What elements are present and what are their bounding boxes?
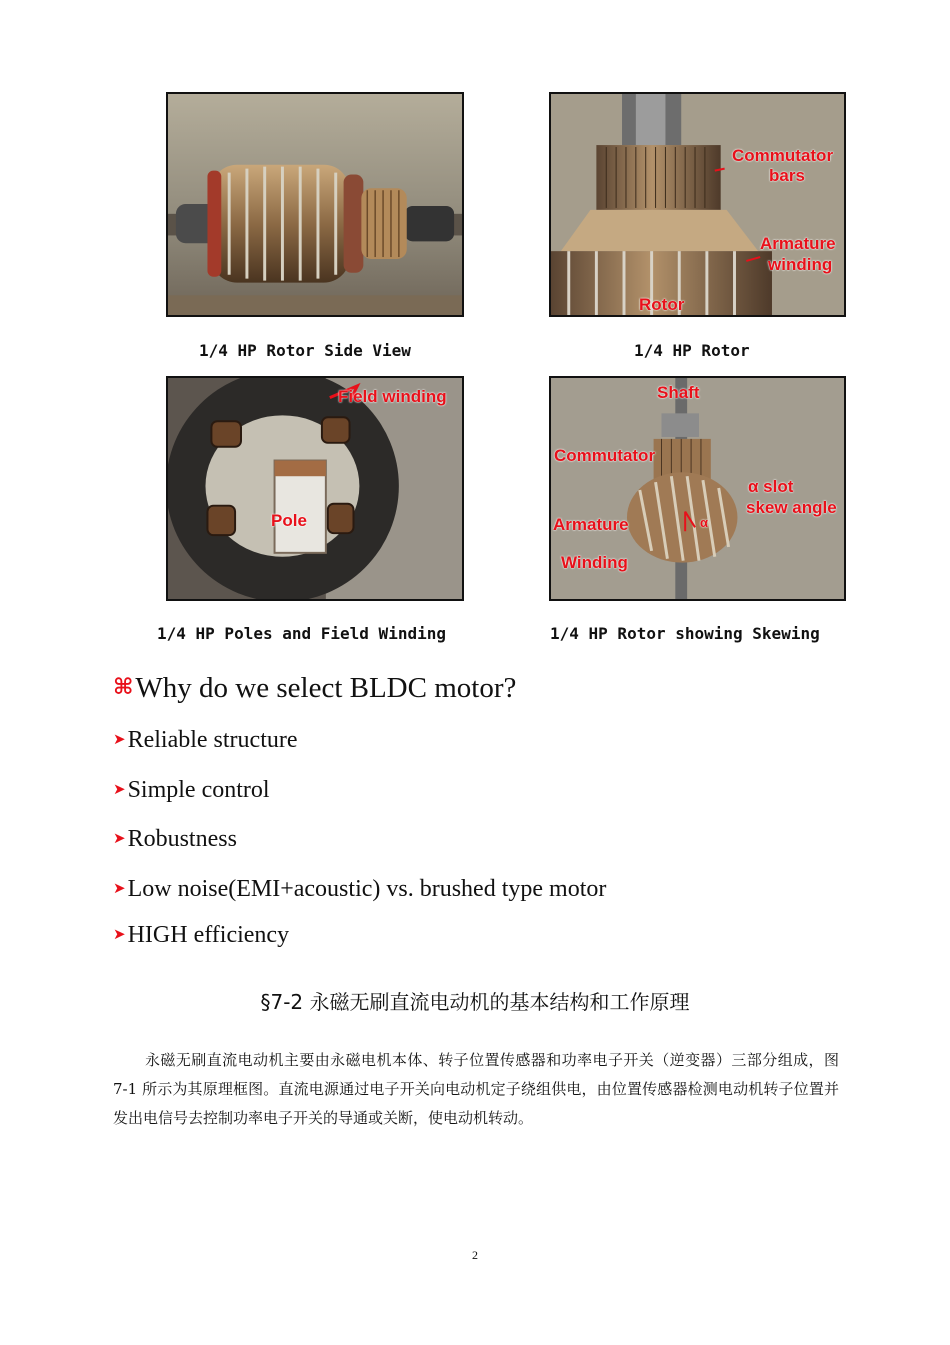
heading-text: Why do we select BLDC motor? bbox=[135, 672, 517, 704]
page-number: 2 bbox=[472, 1248, 478, 1262]
body-paragraph: 永磁无刷直流电动机主要由永磁电机本体、转子位置传感器和功率电子开关（逆变器）三部分组成，图 7-1 所示为其原理框图。直流电源通过电子开关向电动机定子绕组供电，由位置传感器检测电动机转子位置并发出电信号去控制功率电子开关的导通或关断，使电动机转动。 bbox=[113, 1051, 839, 1127]
photo-poles-field-winding bbox=[166, 376, 464, 601]
photo-rotor-labeled bbox=[549, 92, 846, 317]
caption-rotor-skewing: 1/4 HP Rotor showing Skewing bbox=[550, 624, 820, 643]
caption-rotor: 1/4 HP Rotor bbox=[634, 341, 750, 360]
label-commutator: Commutator bbox=[732, 146, 834, 165]
label-commutator-2: Commutator bbox=[554, 446, 656, 465]
photo-rotor-side-view bbox=[166, 92, 464, 317]
label-alpha-angle: α bbox=[700, 515, 708, 530]
arrowhead-bullet-icon: ➤ bbox=[113, 730, 126, 748]
question-heading bbox=[113, 672, 516, 705]
label-alpha-slot: α slot bbox=[748, 477, 794, 496]
list-item: ➤Robustness bbox=[113, 826, 237, 852]
caption-rotor-side-view: 1/4 HP Rotor Side View bbox=[199, 341, 411, 360]
photo-rotor-skewing bbox=[549, 376, 846, 601]
arrowhead-bullet-icon: ➤ bbox=[113, 780, 126, 798]
label-pole: Pole bbox=[271, 511, 307, 530]
arrowhead-bullet-icon: ➤ bbox=[113, 879, 126, 897]
label-field-winding: Field winding bbox=[338, 387, 447, 406]
section-title: §7-2 永磁无刷直流电动机的基本结构和工作原理 bbox=[260, 990, 690, 1014]
label-shaft: Shaft bbox=[657, 383, 700, 402]
arrowhead-bullet-icon: ➤ bbox=[113, 829, 126, 847]
label-winding-2: Winding bbox=[561, 553, 628, 572]
caption-poles-field-winding: 1/4 HP Poles and Field Winding bbox=[157, 624, 446, 643]
label-bars: bars bbox=[769, 166, 805, 185]
label-skew-angle: skew angle bbox=[746, 498, 837, 517]
list-item: ➤Low noise(EMI+acoustic) vs. brushed type motor bbox=[113, 876, 607, 902]
label-winding: winding bbox=[768, 255, 833, 274]
list-item: ➤Reliable structure bbox=[113, 727, 298, 753]
label-armature: Armature bbox=[760, 234, 836, 253]
label-rotor: Rotor bbox=[639, 295, 685, 314]
arrowhead-bullet-icon: ➤ bbox=[113, 925, 126, 943]
list-item: ➤HIGH efficiency bbox=[113, 922, 290, 948]
list-item: ➤Simple control bbox=[113, 777, 270, 803]
command-key-icon: ⌘ bbox=[113, 675, 134, 700]
label-armature-2: Armature bbox=[553, 515, 629, 534]
